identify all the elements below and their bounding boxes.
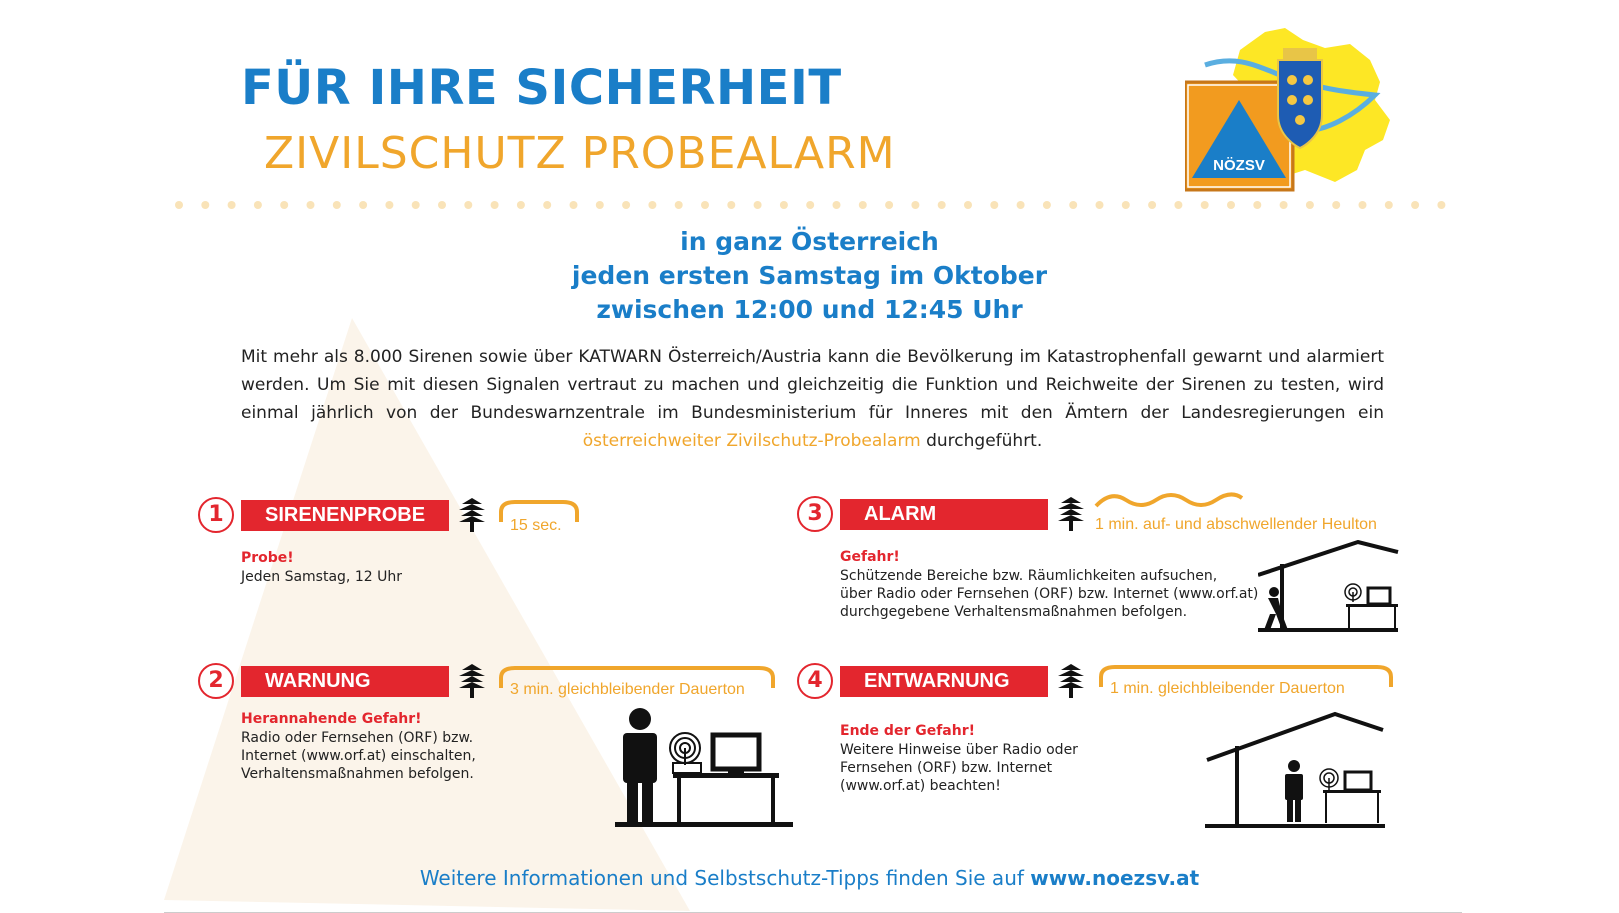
signal-1-title: Probe! <box>241 550 294 566</box>
schedule-line-2: jeden ersten Samstag im Oktober <box>571 261 1048 290</box>
footer-text: Weitere Informationen und Selbstschutz-Tipps finden Sie auf <box>419 866 1024 890</box>
signal-2-title: Herannahende Gefahr! <box>241 711 422 727</box>
signal-2-number: 2 <box>198 663 234 699</box>
separator-dot <box>1201 201 1209 209</box>
signal-1-number: 1 <box>198 497 234 533</box>
signal-4-title: Ende der Gefahr! <box>840 723 975 739</box>
signal-4-line-1: Weitere Hinweise über Radio oder <box>840 742 1078 758</box>
signal-3-number: 3 <box>797 496 833 532</box>
separator-dot <box>1437 201 1445 209</box>
separator-dot <box>385 201 393 209</box>
separator-dot <box>412 201 420 209</box>
separator-dot <box>464 201 472 209</box>
person-icon <box>623 708 657 823</box>
signal-2-line-2: Internet (www.orf.at) einschalten, <box>241 748 476 764</box>
signal-3-line-1: Schützende Bereiche bzw. Räumlichkeiten aufsuchen, <box>840 568 1218 584</box>
separator-dot <box>1280 201 1288 209</box>
signal-2-line-1: Radio oder Fernsehen (ORF) bzw. <box>241 730 474 746</box>
page-title: FÜR IHRE SICHERHEIT <box>241 60 842 116</box>
siren-icon <box>458 664 486 698</box>
person-icon <box>1264 587 1288 630</box>
entwarnung-illustration <box>1205 710 1385 830</box>
separator-dot <box>990 201 998 209</box>
separator-dot <box>1332 201 1340 209</box>
separator-dot <box>1174 201 1182 209</box>
separator-dot <box>1359 201 1367 209</box>
separator-dot <box>333 201 341 209</box>
separator-dot <box>517 201 525 209</box>
separator-dot <box>201 201 209 209</box>
signal-4-number: 4 <box>797 663 833 699</box>
signal-1-line-1: Jeden Samstag, 12 Uhr <box>241 569 402 585</box>
radio-icon <box>1345 584 1361 602</box>
separator-dot <box>1385 201 1393 209</box>
signal-2-line-3: Verhaltensmaßnahmen befolgen. <box>241 766 474 782</box>
intro-text: Mit mehr als 8.000 Sirenen sowie über KATWARN Österreich/Austria kann die Bevölkerung im Katastrophenfall gewarnt und alarmiert werden. Um Sie mit diesen Signalen vertraut zu machen und gleichzeitig die Funktion und Reichweite der Sirenen zu testen, wird einmal jährlich von der Bundeswarnzentrale im Bundesministerium für Inneres mit den Ämtern der Landesregierungen ein <box>241 347 1384 423</box>
signal-3-title: Gefahr! <box>840 549 900 565</box>
signal-4-label: ENTWARNUNG <box>840 666 1048 697</box>
separator-dot <box>280 201 288 209</box>
tv-icon <box>1368 588 1390 604</box>
signal-3-duration: 1 min. auf- und abschwellender Heulton <box>1095 516 1377 533</box>
siren-icon <box>458 498 486 532</box>
separator-dot <box>1227 201 1235 209</box>
separator-dot <box>1096 201 1104 209</box>
separator-dot <box>938 201 946 209</box>
separator-dot <box>1043 201 1051 209</box>
footer-link[interactable]: www.noezsv.at <box>1030 866 1200 890</box>
separator-dot <box>175 201 183 209</box>
signal-4-duration: 1 min. gleichbleibender Dauerton <box>1110 680 1345 697</box>
warnung-illustration <box>615 705 795 830</box>
separator-dot <box>1306 201 1314 209</box>
signal-1-duration: 15 sec. <box>510 517 562 534</box>
siren-icon <box>1057 497 1085 531</box>
separator-dot <box>806 201 814 209</box>
separator-dot <box>1017 201 1025 209</box>
schedule-line-3: zwischen 12:00 und 12:45 Uhr <box>596 295 1023 324</box>
tv-icon <box>713 735 759 773</box>
person-icon <box>1285 760 1303 822</box>
schedule-line-1: in ganz Österreich <box>680 227 939 256</box>
signal-3-line-2: über Radio oder Fernsehen (ORF) bzw. Internet (www.orf.at) <box>840 586 1259 602</box>
intro-paragraph <box>241 343 1384 455</box>
signal-3-line-3: durchgegebene Verhaltensmaßnahmen befolgen. <box>840 604 1188 620</box>
separator-dot <box>254 201 262 209</box>
signal-1-label: SIRENENPROBE <box>241 500 449 531</box>
separator-dot <box>780 201 788 209</box>
separator-dot <box>570 201 578 209</box>
page-subtitle: ZIVILSCHUTZ PROBEALARM <box>264 128 896 179</box>
separator-dot <box>675 201 683 209</box>
separator-dot <box>1253 201 1261 209</box>
separator-dot <box>359 201 367 209</box>
logo-text: NÖZSV <box>1213 157 1265 174</box>
separator-dot <box>1122 201 1130 209</box>
footer-info <box>0 866 1619 890</box>
separator-dot <box>491 201 499 209</box>
signal-4-line-3: (www.orf.at) beachten! <box>840 778 1001 794</box>
intro-ending: durchgeführt. <box>926 431 1043 451</box>
signal-3-wave <box>1094 490 1244 512</box>
signal-2-label: WARNUNG <box>241 666 449 697</box>
separator-dot <box>228 201 236 209</box>
separator-dot <box>543 201 551 209</box>
radio-icon <box>1320 769 1338 790</box>
noezsv-logo <box>1185 20 1400 195</box>
signal-4-line-2: Fernsehen (ORF) bzw. Internet <box>840 760 1053 776</box>
separator-dot <box>833 201 841 209</box>
separator-dot <box>911 201 919 209</box>
separator-dot <box>885 201 893 209</box>
separator-dot <box>964 201 972 209</box>
separator-dot <box>1148 201 1156 209</box>
separator-dot <box>622 201 630 209</box>
separator-dot <box>727 201 735 209</box>
intro-highlight: österreichweiter Zivilschutz-Probealarm <box>582 431 921 451</box>
separator-dot <box>754 201 762 209</box>
dotted-separator <box>175 200 1455 210</box>
separator-dot <box>596 201 604 209</box>
siren-icon <box>1057 664 1085 698</box>
tv-icon <box>1345 772 1371 790</box>
separator-dot <box>1411 201 1419 209</box>
separator-dot <box>859 201 867 209</box>
signal-2-duration: 3 min. gleichbleibender Dauerton <box>510 681 745 698</box>
separator-dot <box>438 201 446 209</box>
separator-dot <box>307 201 315 209</box>
separator-dot <box>648 201 656 209</box>
separator-dot <box>701 201 709 209</box>
signal-3-label: ALARM <box>840 499 1048 530</box>
alarm-illustration <box>1258 540 1403 635</box>
radio-icon <box>670 733 701 773</box>
separator-dot <box>1069 201 1077 209</box>
